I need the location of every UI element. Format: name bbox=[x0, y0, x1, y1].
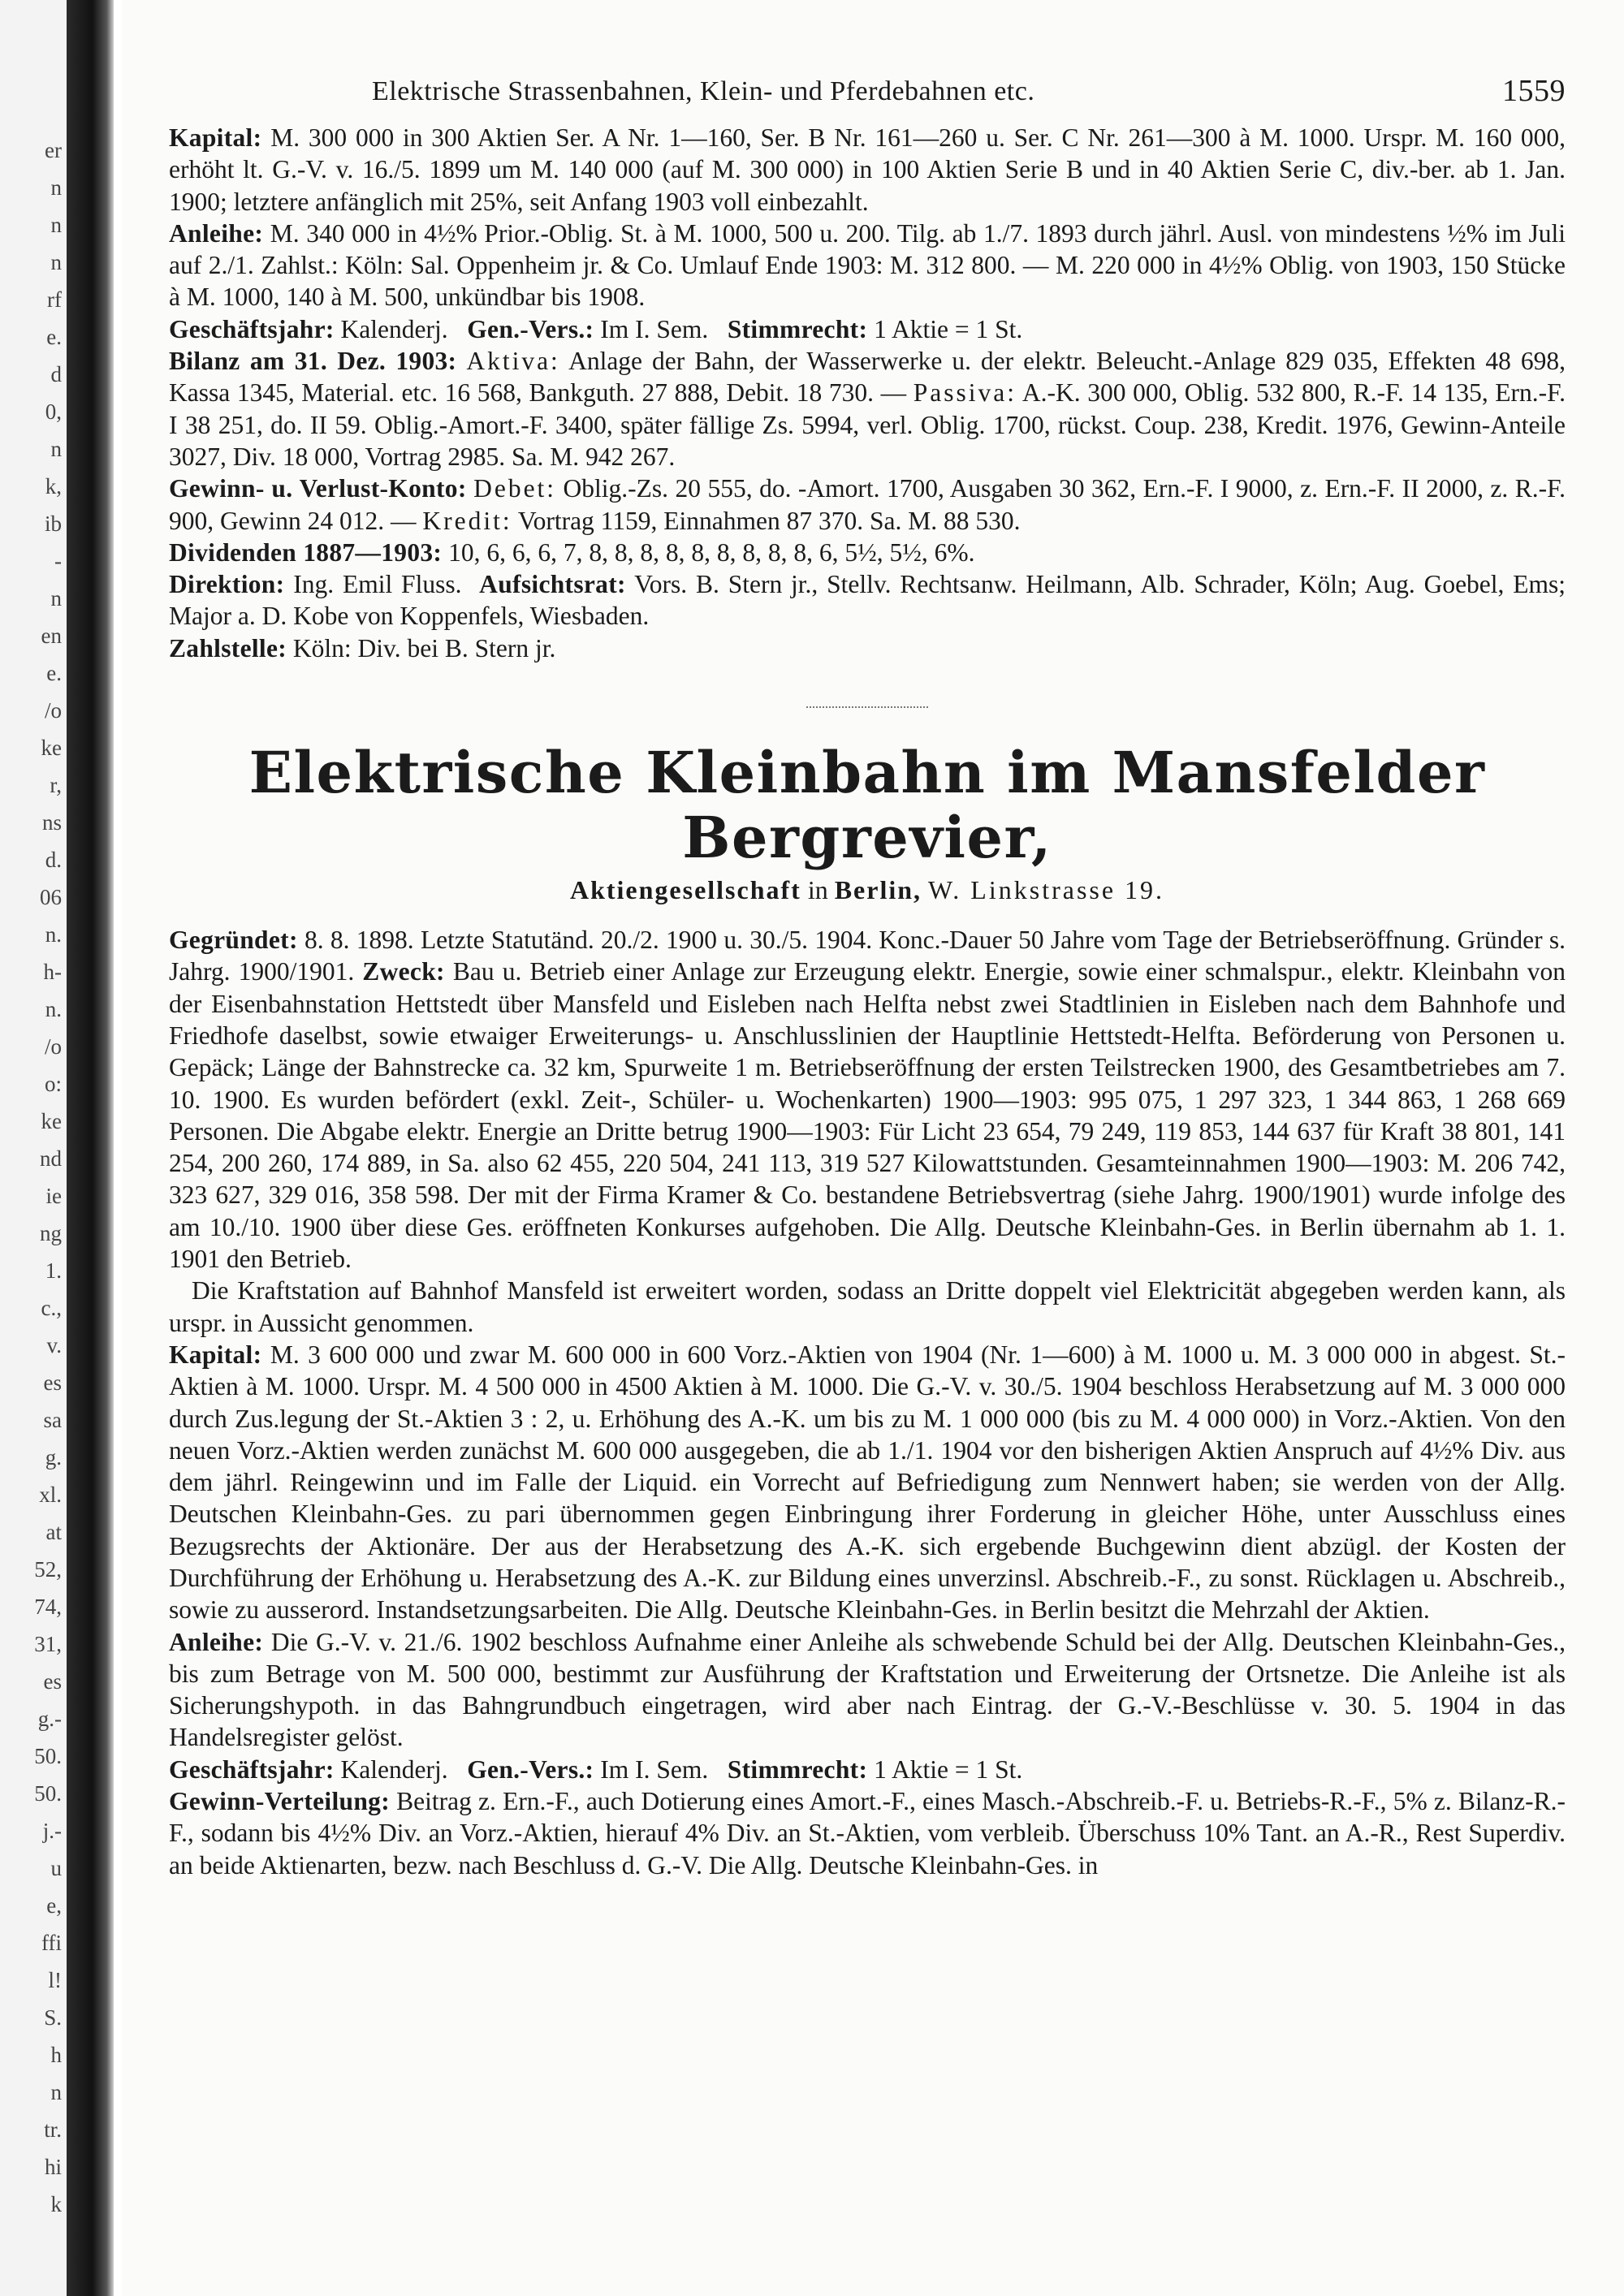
prev-gj-text: Kalenderj. bbox=[340, 314, 448, 343]
margin-fragment: 50. bbox=[34, 1781, 62, 1806]
margin-fragment: xl. bbox=[39, 1482, 62, 1507]
margin-fragment: at bbox=[45, 1520, 62, 1544]
margin-fragment: n bbox=[50, 213, 62, 237]
prev-kredit-label: Kredit: bbox=[422, 506, 512, 535]
prev-zahl-text: Köln: Div. bei B. Stern jr. bbox=[292, 633, 556, 662]
margin-fragment: - bbox=[54, 549, 62, 573]
prev-guv-label: Gewinn- u. Verlust-Konto: bbox=[169, 474, 467, 503]
margin-fragment: g.- bbox=[37, 1707, 62, 1731]
anleihe-label: Anleihe: bbox=[169, 1627, 264, 1656]
prev-debet-label: Debet: bbox=[473, 474, 557, 503]
prev-guv-kredit-text: Vortrag 1159, Einnahmen 87 370. Sa. M. 88 530. bbox=[517, 506, 1021, 535]
company-title: Elektrische Kleinbahn im Mansfelder Bergrevier, bbox=[248, 739, 1486, 872]
company-subtitle bbox=[169, 874, 1566, 906]
margin-fragment: k bbox=[50, 2192, 62, 2216]
prev-stimm-text: 1 Aktie = 1 St. bbox=[874, 314, 1023, 343]
prev-div-label: Dividenden 1887—1903: bbox=[169, 537, 443, 567]
margin-fragment: ng bbox=[40, 1221, 62, 1245]
prev-anleihe-text: M. 340 000 in 4½% Prior.-Oblig. St. à M. 1000, 500 u. 200. Tilg. ab 1./7. 1893 durch jährl. Ausl. von mindestens ½% im Juli auf 2./1. Zahlst.: Köln: Sal. Oppenheim jr. & Co. Umlauf Ende 1903: M. 312 800. — M. 220 000 in 4½% Oblig. von 1903, 150 Stücke à M. 1000, 140 à M. 500, unkündbar bis 1908. bbox=[169, 218, 1566, 312]
prev-guv-paragraph bbox=[169, 473, 1566, 537]
kraftstation-paragraph bbox=[169, 1275, 1566, 1339]
prev-zahl-label: Zahlstelle: bbox=[169, 633, 287, 662]
prev-passiva-label: Passiva: bbox=[913, 378, 1017, 408]
margin-fragment: /o bbox=[44, 1034, 62, 1059]
margin-fragment: ib bbox=[44, 511, 62, 536]
gew-text: Beitrag z. Ern.-F., auch Dotierung eines Amort.-F., eines Masch.-Abschreib.-F. u. Betriebs-R.-F., 5% z. Bilanz-R.-F., sodann bis 4½% Div. an Vorz.-Aktien, hierauf 4% Div. an St.-Aktien, vom verbleib. Überschuss 10% Tant. an A.-R., Rest Superdiv. an beide Aktienarten, bezw. nach Beschluss d. G.-V. Die Allg. Deutsche Kleinbahn-Ges. in bbox=[169, 1787, 1566, 1880]
page-content bbox=[169, 65, 1566, 1881]
margin-fragment: u bbox=[50, 1856, 62, 1880]
prev-bilanz-label: Bilanz am 31. Dez. 1903: bbox=[169, 347, 457, 376]
margin-fragment: ke bbox=[41, 736, 62, 760]
prev-geschaeftsjahr-paragraph bbox=[169, 313, 1566, 345]
prev-direktion-paragraph bbox=[169, 568, 1566, 632]
book-gutter bbox=[67, 0, 114, 2296]
zweck-text: Bau u. Betrieb einer Anlage zur Erzeugung elektr. Energie, sowie einer schmalspur., elektr. Kleinbahn von der Eisenbahnstation Hettstedt über Mansfeld und Eisleben nach Helfta nebst zwei Stadtlinien in Eisleben nach dem Bahnhofe und Friedhofe daselbst, sowie etwaiger Erweiterungs- u. Anschlusslinien der Hauptlinie Hettstedt-Helfta. Beförderung von Personen u. Gepäck; Länge der Bahnstrecke ca. 32 km, Spurweite 1 m. Betriebseröffnung der ersten Teilstrecken 1900, des Gesamtbetriebes am 7. 10. 1900. Es wurden befördert (exkl. Zeit-, Schüler- u. Wochenkarten) 1900—1903: 995 075, 1 297 323, 1 344 863, 1 268 669 Personen. Die Abgabe elektr. Energie an Dritte betrug 1900—1903: Für Licht 23 654, 79 249, 119 853, 144 637 für Kraft 38 801, 141 254, 200 260, 174 889, in Sa. also 62 455, 220 504, 241 113, 319 527 Kilowattstunden. Gesamteinnahmen 1900—1903: M. 206 742, 323 627, 329 016, 358 598. Der mit der Firma Kramer & Co. bestandene Betriebsvertrag (siehe Jahrg. 1900/1901) wurde infolge des am 10./10. 1900 über diese Ges. eröffneten Konkurses aufgehoben. Die Allg. Deutsche Kleinbahn-Ges. in Berlin übernahm ab 1. 1. 1901 den Betrieb. bbox=[169, 957, 1566, 1274]
margin-fragment: n bbox=[50, 250, 62, 274]
prev-anleihe-paragraph bbox=[169, 218, 1566, 313]
gj-text: Kalenderj. bbox=[340, 1754, 448, 1784]
anleihe-paragraph bbox=[169, 1626, 1566, 1754]
kraft-text: Die Kraftstation auf Bahnhof Mansfeld ist erweitert worden, sodass an Dritte doppelt viel Elektricität abgegeben werden kann, als urspr. in Aussicht genommen. bbox=[169, 1276, 1566, 1337]
geschaeftsjahr-paragraph bbox=[169, 1754, 1566, 1785]
margin-fragment: e. bbox=[46, 325, 62, 349]
adjacent-page-margin bbox=[0, 0, 67, 2296]
running-head bbox=[169, 65, 1566, 122]
zweck-label: Zweck: bbox=[362, 957, 445, 986]
entry-separator bbox=[806, 706, 928, 708]
prev-dir-label: Direktion: bbox=[169, 570, 285, 599]
margin-fragment: S. bbox=[44, 2005, 62, 2030]
prev-gj-label: Geschäftsjahr: bbox=[169, 314, 335, 343]
prev-ar-label: Aufsichtsrat: bbox=[479, 570, 626, 599]
margin-fragment: j.- bbox=[42, 1819, 62, 1843]
stimm-text: 1 Aktie = 1 St. bbox=[874, 1754, 1023, 1784]
anleihe-text: Die G.-V. v. 21./6. 1902 beschloss Aufnahme einer Anleihe als schwebende Schuld bei der Allg. Deutschen Kleinbahn-Ges., bis zum Betrage von M. 500 000, bestimmt zur Ausführung der Kraftstation und Erweiterung der Ortsnetze. Die Anleihe ist als Sicherungshypoth. in das Bahngrundbuch eingetragen, wird aber nach Eintrag. der G.-V.-Beschlüsse v. 30. 5. 1904 in das Handelsregister gelöst. bbox=[169, 1627, 1566, 1752]
gew-label: Gewinn-Verteilung: bbox=[169, 1787, 390, 1816]
margin-fragment: tr. bbox=[44, 2117, 62, 2142]
margin-fragment: c., bbox=[41, 1296, 62, 1320]
prev-bilanz-passiva-text: A.-K. 300 000, Oblig. 532 800, R.-F. 14 135, Ern.-F. I 38 251, do. II 59. Oblig.-Amort.-F. 3400, später fällige Zs. 5994, verl. Oblig. 1700, rückst. Coup. 238, Kredit. 1976, Gewinn-Anteile 3027, Div. 18 000, Vortrag 2985. Sa. M. 942 267. bbox=[169, 378, 1566, 471]
margin-fragment: er bbox=[45, 138, 62, 162]
margin-fragment: /o bbox=[44, 698, 62, 723]
margin-fragment: k, bbox=[45, 474, 62, 498]
margin-fragment: nd bbox=[40, 1146, 62, 1171]
prev-dividenden-paragraph bbox=[169, 537, 1566, 568]
margin-fragment: l! bbox=[48, 1968, 62, 1992]
margin-fragment: ns bbox=[41, 810, 62, 835]
gv-label: Gen.-Vers.: bbox=[467, 1754, 594, 1784]
margin-fragment: 31, bbox=[34, 1632, 62, 1656]
margin-fragment: n bbox=[50, 2080, 62, 2104]
prev-bilanz-paragraph bbox=[169, 345, 1566, 473]
margin-fragment: e, bbox=[46, 1893, 62, 1918]
margin-fragment: n bbox=[50, 437, 62, 461]
margin-fragment: n bbox=[50, 586, 62, 611]
gegr-label: Gegründet: bbox=[169, 926, 298, 955]
margin-fragment: 1. bbox=[45, 1258, 62, 1283]
margin-fragment: hi bbox=[44, 2155, 62, 2179]
prev-guv-debet-text: Oblig.-Zs. 20 555, do. -Amort. 1700, Ausgaben 30 362, Ern.-F. I 9000, z. Ern.-F. II 2000, z. R.-F. 900, Gewinn 24 012. — bbox=[169, 474, 1566, 535]
prev-kapital-text: M. 300 000 in 300 Aktien Ser. A Nr. 1—160, Ser. B Nr. 161—260 u. Ser. C Nr. 261—300 à M. 1000. Urspr. M. 160 000, erhöht lt. G.-V. v. 16./5. 1899 um M. 140 000 (auf M. 300 000) in 100 Aktien Serie B und in 40 Aktien Serie C, div.-ber. ab 1. Jan. 1900; letztere anfänglich mit 25%, seit Anfang 1903 voll einbezahlt. bbox=[169, 123, 1566, 216]
margin-fragment: r, bbox=[50, 773, 62, 797]
margin-fragment: h bbox=[50, 2043, 62, 2067]
margin-fragment: d bbox=[50, 362, 62, 386]
margin-fragment: es bbox=[43, 1669, 62, 1694]
gewinnverteilung-paragraph bbox=[169, 1785, 1566, 1881]
margin-fragment: es bbox=[43, 1370, 62, 1395]
company-legal-form: Aktiengesellschaft bbox=[569, 875, 801, 905]
company-city: Berlin, bbox=[834, 875, 922, 905]
prev-kapital-paragraph bbox=[169, 122, 1566, 218]
margin-fragment: rf bbox=[47, 287, 62, 312]
margin-fragment: 06 bbox=[40, 885, 62, 909]
kapital-label: Kapital: bbox=[169, 1340, 262, 1369]
margin-fragment: ffi bbox=[41, 1931, 62, 1955]
prev-anleihe-label: Anleihe: bbox=[169, 218, 264, 248]
prev-stimm-label: Stimmrecht: bbox=[727, 314, 868, 343]
gegruendet-paragraph bbox=[169, 924, 1566, 1275]
margin-fragment: en bbox=[41, 624, 62, 648]
margin-fragment: o: bbox=[44, 1072, 62, 1096]
margin-fragment: n. bbox=[45, 922, 62, 947]
gj-label: Geschäftsjahr: bbox=[169, 1754, 335, 1784]
margin-fragment: n. bbox=[45, 997, 62, 1021]
margin-fragment: ke bbox=[41, 1109, 62, 1133]
prev-bilanz-aktiva-text: Anlage der Bahn, der Wasserwerke u. der elektr. Beleucht.-Anlage 829 035, Effekten 48 698, Kassa 1345, Material. etc. 16 568, Bankguth. 27 888, Debit. 18 730. — bbox=[169, 347, 1566, 408]
company-subtitle-in: in bbox=[807, 875, 828, 905]
gv-text: Im I. Sem. bbox=[600, 1754, 709, 1784]
margin-fragment: 50. bbox=[34, 1744, 62, 1768]
company-address: W. Linkstrasse 19. bbox=[928, 875, 1165, 905]
running-title: Elektrische Strassenbahnen, Klein- und Pferdebahnen etc. bbox=[372, 76, 1035, 106]
gegr-text: 8. 8. 1898. Letzte Statutänd. 20./2. 1900 u. 30./5. 1904. Konc.-Dauer 50 Jahre vom Tage der Betriebseröffnung. Gründer s. Jahrg. 1900/1901. bbox=[169, 926, 1566, 986]
prev-zahlstelle-paragraph bbox=[169, 632, 1566, 664]
prev-div-text: 10, 6, 6, 6, 7, 8, 8, 8, 8, 8, 8, 8, 8, 8, 6, 5½, 5½, 6%. bbox=[448, 537, 975, 567]
margin-fragment: v. bbox=[46, 1333, 62, 1357]
stimm-label: Stimmrecht: bbox=[727, 1754, 868, 1784]
margin-fragment: e. bbox=[46, 661, 62, 685]
kapital-text: M. 3 600 000 und zwar M. 600 000 in 600 Vorz.-Aktien von 1904 (Nr. 1—600) à M. 1000 u. M. 3 000 000 in abgest. St.-Aktien à M. 1000. Urspr. M. 4 500 000 in 4500 Aktien à M. 1000. Die G.-V. v. 30./5. 1904 beschloss Herabsetzung auf M. 3 000 000 durch Zus.legung der St.-Aktien 3 : 2, u. Erhöhung des A.-K. um bis zu M. 1 000 000 (bis zu M. 4 000 000) in Vorz.-Aktien. Von den neuen Vorz.-Aktien werden zunächst M. 600 000 ausgegeben, die ab 1./1. 1904 vor den bisherigen Aktien Anspruch auf 4½% Div. aus dem jährl. Reingewinn und im Falle der Liquid. ein Vorrecht auf Befriedigung zum Nennwert haben; sie werden von der Allg. Deutschen Kleinbahn-Ges. zu pari übernommen gegen Einbringung ihrer Forderung in gleicher Höhe, unter Ausschluss eines Bezugsrechts der Aktionäre. Der aus der Herabsetzung des A.-K. sich ergebende Buchgewinn dient abzügl. der Kosten der Durchführung der Erhöhung u. Herabsetzung des A.-K. zur Bildung eines unverzinsl. Abschreib.-F., zu sonst. Rücklagen u. Abschreib., sowie zu ausserord. Instandsetzungsarbeiten. Die Allg. Deutsche Kleinbahn-Ges. in Berlin besitzt die Mehrzahl der Aktien. bbox=[169, 1340, 1566, 1625]
margin-fragment: ie bbox=[45, 1184, 62, 1208]
margin-fragment: 0, bbox=[45, 399, 62, 424]
margin-fragment: d. bbox=[45, 848, 62, 872]
prev-ar-text: Vors. B. Stern jr., Stellv. Rechtsanw. Heilmann, Alb. Schrader, Köln; Aug. Goebel, Ems; Major a. D. Kobe von Koppenfels, Wiesbaden. bbox=[169, 570, 1566, 631]
margin-fragment: g. bbox=[45, 1445, 62, 1470]
page-number: 1559 bbox=[1502, 74, 1566, 108]
prev-gv-label: Gen.-Vers.: bbox=[467, 314, 594, 343]
kapital-paragraph bbox=[169, 1339, 1566, 1626]
margin-fragment: sa bbox=[43, 1408, 62, 1432]
prev-gv-text: Im I. Sem. bbox=[600, 314, 709, 343]
prev-aktiva-label: Aktiva: bbox=[466, 347, 560, 376]
margin-fragment: 74, bbox=[34, 1595, 62, 1619]
margin-fragment: 52, bbox=[34, 1557, 62, 1582]
margin-fragment: n bbox=[50, 175, 62, 200]
page bbox=[122, 0, 1624, 2296]
prev-dir-text: Ing. Emil Fluss. bbox=[293, 570, 462, 599]
prev-kapital-label: Kapital: bbox=[169, 123, 262, 152]
margin-fragment: h- bbox=[43, 960, 62, 984]
